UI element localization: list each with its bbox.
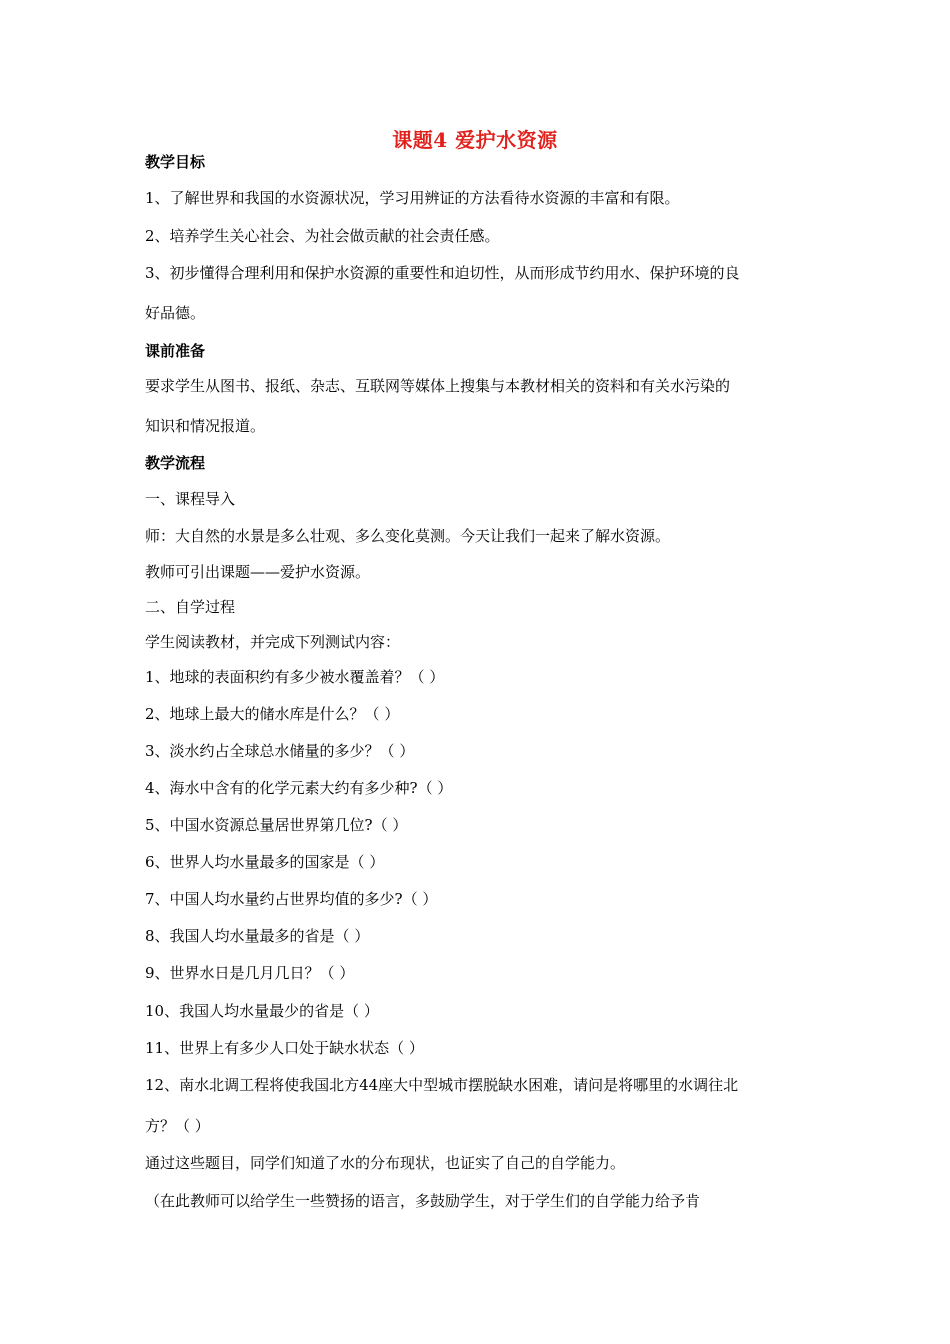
question-item: 8、我国人均水量最多的省是（ ） (145, 927, 370, 945)
flow-line: 教师可引出课题——爱护水资源。 (145, 563, 371, 581)
question-item: 4、海水中含有的化学元素大约有多少种?（ ） (145, 779, 453, 797)
goal-line-3: 3、初步懂得合理利用和保护水资源的重要性和迫切性，从而形成节约用水、保护环境的良 (145, 264, 740, 282)
question-item: 2、地球上最大的储水库是什么？（ ） (145, 705, 400, 723)
flow-line: 通过这些题目，同学们知道了水的分布现状，也证实了自己的自学能力。 (145, 1154, 626, 1172)
flow-line: 二、自学过程 (145, 598, 236, 616)
goal-line-1: 1、了解世界和我国的水资源状况，学习用辨证的方法看待水资源的丰富和有限。 (145, 189, 680, 207)
question-item: 11、世界上有多少人口处于缺水状态（ ） (145, 1039, 424, 1057)
goal-line-3-cont: 好品德。 (145, 304, 206, 322)
question-item: 5、中国水资源总量居世界第几位?（ ） (145, 816, 408, 834)
question-item: 12、南水北调工程将使我国北方44座大中型城市摆脱缺水困难，请问是将哪里的水调往北 (145, 1076, 739, 1094)
flow-line: 师：大自然的水景是多么壮观、多么变化莫测。今天让我们一起来了解水资源。 (145, 527, 671, 545)
flow-line: （在此教师可以给学生一些赞扬的语言，多鼓励学生，对于学生们的自学能力给予肯 (145, 1192, 701, 1210)
section-heading-goals: 教学目标 (145, 153, 206, 171)
prep-line-1: 要求学生从图书、报纸、杂志、互联网等媒体上搜集与本教材相关的资料和有关水污染的 (145, 377, 731, 395)
question-item: 10、我国人均水量最少的省是（ ） (145, 1002, 379, 1020)
question-item: 9、世界水日是几月几日？（ ） (145, 964, 355, 982)
prep-line-2: 知识和情况报道。 (145, 417, 266, 435)
question-item: 6、世界人均水量最多的国家是（ ） (145, 853, 385, 871)
question-item: 7、中国人均水量约占世界均值的多少?（ ） (145, 890, 438, 908)
question-item-cont: 方？（ ） (145, 1117, 210, 1135)
question-item: 3、淡水约占全球总水储量的多少？（ ） (145, 742, 415, 760)
goal-line-2: 2、培养学生关心社会、为社会做贡献的社会责任感。 (145, 227, 500, 245)
section-heading-flow: 教学流程 (145, 454, 206, 472)
flow-line: 学生阅读教材，并完成下列测试内容： (145, 633, 401, 651)
section-heading-prep: 课前准备 (145, 342, 206, 360)
document-title: 课题4 爱护水资源 (392, 128, 558, 152)
question-item: 1、地球的表面积约有多少被水覆盖着？（ ） (145, 668, 445, 686)
flow-line: 一、课程导入 (145, 490, 236, 508)
